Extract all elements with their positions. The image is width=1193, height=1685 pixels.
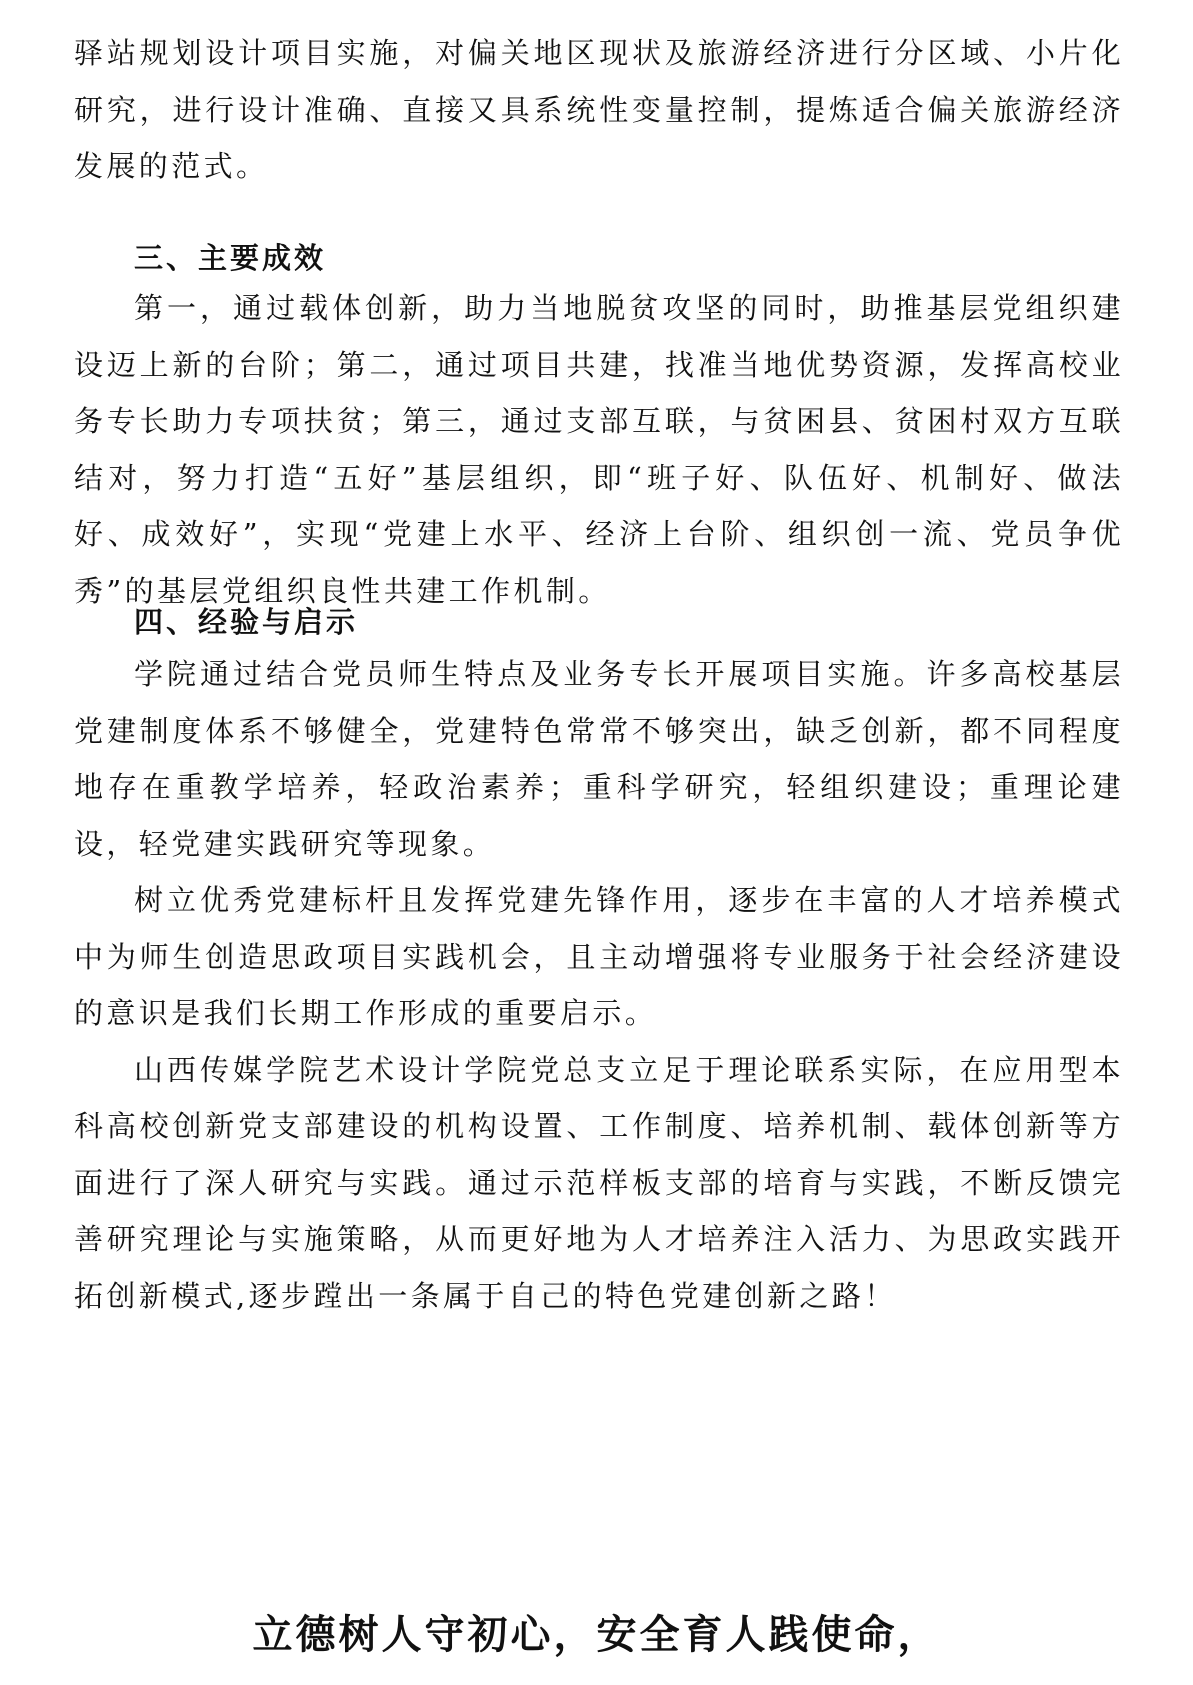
footer-slogan: 立德树人守初心，安全育人践使命，	[252, 1611, 941, 1658]
section-4-block	[74, 646, 1124, 1324]
intro-paragraph: 驿站规划设计项目实施，对偏关地区现状及旅游经济进行分区域、小片化研究，进行设计准确、直接又具系统性变量控制，提炼适合偏关旅游经济发展的范式。	[74, 36, 1124, 183]
section-4-paragraph-3: 山西传媒学院艺术设计学院党总支立足于理论联系实际，在应用型本科高校创新党支部建设的机构设置、工作制度、培养机制、载体创新等方面进行了深人研究与实践。通过示范样板支部的培育与实践，不断反馈完善研究理论与实施策略，从而更好地为人才培养注入活力、为思政实践开拓创新模式,逐步蹚出一条属于自己的特色党建创新之路！	[74, 1052, 1124, 1313]
section-3-block	[74, 280, 1124, 619]
section-4-paragraph-1: 学院通过结合党员师生特点及业务专长开展项目实施。许多高校基层党建制度体系不够健全，党建特色常常不够突出，缺乏创新，都不同程度地存在重教学培养，轻政治素养；重科学研究，轻组织建设；重理论建设，轻党建实践研究等现象。	[74, 657, 1124, 861]
intro-block	[74, 25, 1124, 195]
section-4-heading: 四、经验与启示	[134, 605, 359, 639]
section-4-paragraph-2: 树立优秀党建标杆且发挥党建先锋作用，逐步在丰富的人才培养模式中为师生创造思政项目实践机会，且主动增强将专业服务于社会经济建设的意识是我们长期工作形成的重要启示。	[74, 883, 1124, 1030]
section-3-heading: 三、主要成效	[134, 241, 327, 275]
section-3-paragraph: 第一，通过载体创新，助力当地脱贫攻坚的同时，助推基层党组织建设迈上新的台阶；第二，通过项目共建，找准当地优势资源，发挥高校业务专长助力专项扶贫；第三，通过支部互联，与贫困县、贫困村双方互联结对，努力打造“五好”基层组织，即“班子好、队伍好、机制好、做法好、成效好”，实现“党建上水平、经济上台阶、组织创一流、党员争优秀”的基层党组织良性共建工作机制。	[74, 291, 1124, 608]
